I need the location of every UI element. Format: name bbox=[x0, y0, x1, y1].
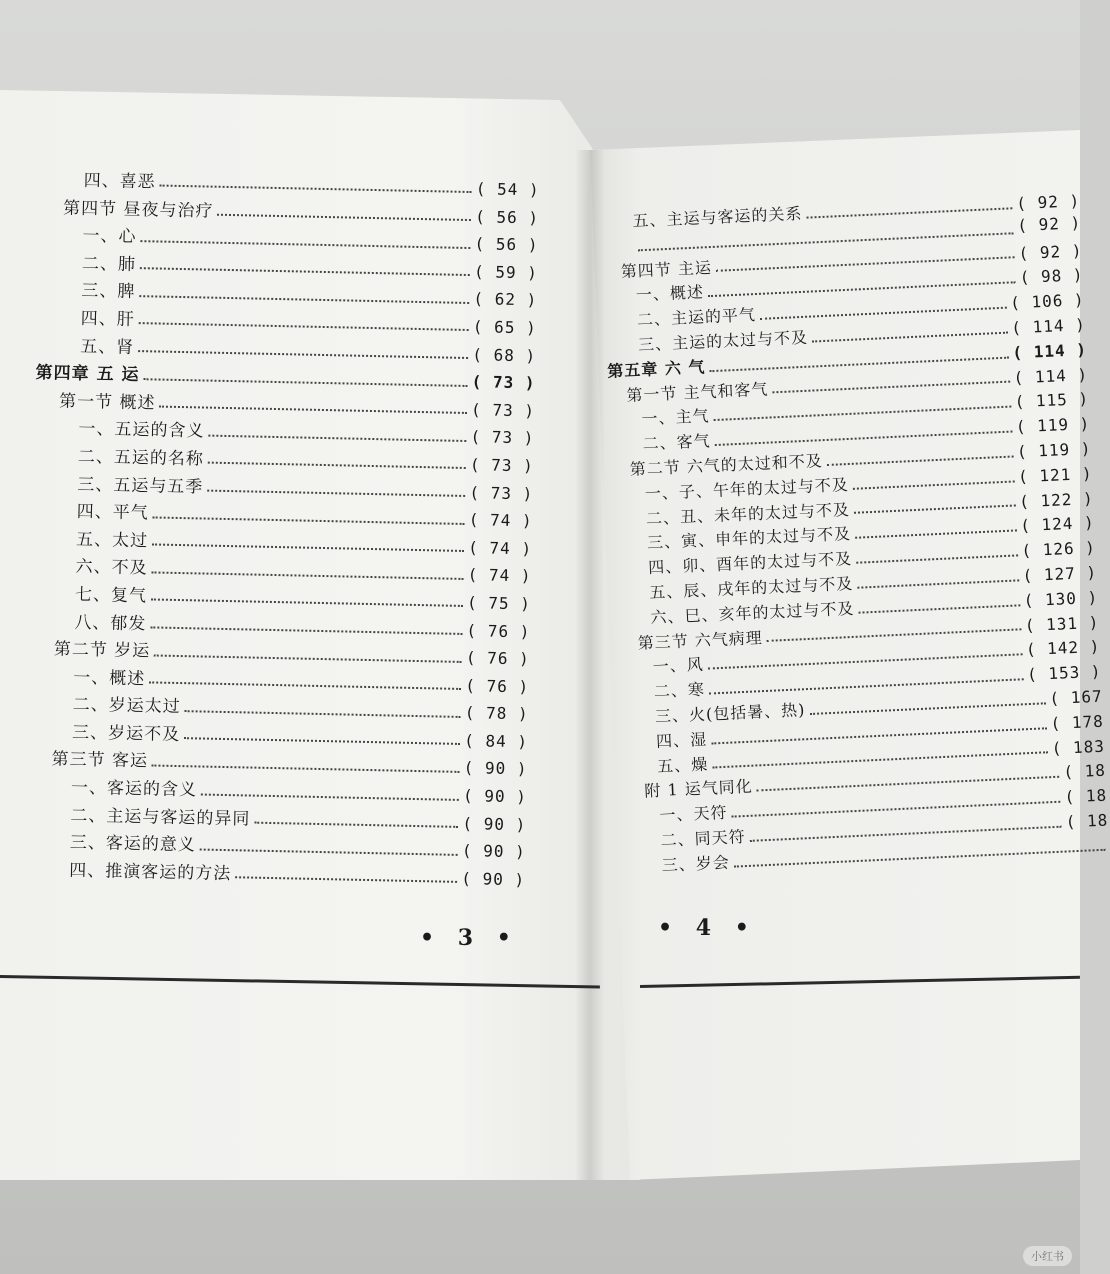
toc-entry-label: 二、寒 bbox=[653, 679, 706, 702]
toc-leader-dots bbox=[826, 446, 1013, 465]
toc-leader-dots bbox=[150, 617, 462, 635]
toc-entry-page: ( 59 ) bbox=[473, 261, 539, 283]
toc-entry-label: 一、心 bbox=[82, 226, 137, 248]
toc-leader-dots bbox=[806, 198, 1012, 218]
toc-entry-label: 一、主气 bbox=[641, 406, 710, 429]
toc-entry-page: ( 130 ) bbox=[1023, 587, 1099, 610]
toc-leader-dots bbox=[152, 534, 464, 552]
toc-leader-dots bbox=[184, 728, 460, 745]
toc-entry-page: ( 76 ) bbox=[465, 675, 530, 697]
toc-leader-dots bbox=[160, 176, 472, 194]
toc-entry-page: ( 90 ) bbox=[463, 758, 528, 779]
toc-entry-page: ( 142 ) bbox=[1025, 637, 1101, 660]
toc-leader-dots bbox=[140, 258, 470, 276]
toc-entry-label: 六、不及 bbox=[75, 557, 148, 579]
toc-entry-label: 五、太过 bbox=[75, 529, 149, 552]
toc-entry-label: 第四节 昼夜与治疗 bbox=[62, 198, 214, 222]
toc-entry-page: ( 115 ) bbox=[1014, 389, 1090, 412]
toc-entry-page: ( 92 ) bbox=[1018, 240, 1083, 263]
toc-leader-dots bbox=[149, 672, 461, 690]
toc-entry-label: 第四节 主运 bbox=[620, 257, 713, 281]
toc-entry-label: 四、湿 bbox=[655, 729, 708, 751]
toc-leader-dots bbox=[812, 323, 1008, 343]
toc-entry-page: ( 90 ) bbox=[462, 786, 528, 807]
toc-leader-dots bbox=[159, 396, 467, 414]
watermark: 小红书 bbox=[1023, 1246, 1072, 1266]
toc-entry-label: 七、复气 bbox=[74, 584, 148, 607]
toc-entry-page: ( 73 ) bbox=[469, 455, 535, 476]
toc-entry-label: 四、平气 bbox=[76, 501, 149, 524]
toc-entry-label: 五、肾 bbox=[79, 336, 135, 358]
toc-leader-dots bbox=[185, 701, 461, 718]
toc-entry-label: 八、郁发 bbox=[74, 612, 147, 634]
toc-entry-page: ( 74 ) bbox=[468, 537, 533, 559]
left-toc bbox=[25, 165, 540, 893]
toc-entry-label: 一、子、午年的太过与不及 bbox=[644, 474, 850, 504]
toc-entry-label: 二、肺 bbox=[81, 253, 137, 275]
toc-entry-page: ( 114 ) bbox=[1013, 364, 1089, 387]
toc-entry-label: 二、五运的名称 bbox=[77, 446, 205, 470]
toc-entry-page: ( 73 ) bbox=[470, 427, 535, 448]
toc-entry-label: 一、五运的含义 bbox=[78, 419, 205, 442]
toc-entry-label: 三、岁会 bbox=[661, 852, 731, 875]
toc-entry-page: ( 90 ) bbox=[461, 841, 526, 862]
toc-entry-label: 第二节 岁运 bbox=[53, 639, 151, 662]
toc-leader-dots bbox=[856, 546, 1018, 564]
toc-entry-label: 四、喜恶 bbox=[83, 170, 156, 193]
toc-entry-label: 五、辰、戌年的太过与不及 bbox=[648, 573, 854, 603]
toc-entry-label: 三、客运的意义 bbox=[69, 833, 196, 856]
toc-entry-page: ( 74 ) bbox=[467, 565, 532, 586]
toc-entry-page: ( 18 bbox=[1063, 760, 1107, 782]
toc-entry-label: 四、肝 bbox=[80, 308, 135, 330]
toc-entry-page: ( 73 ) bbox=[471, 372, 536, 393]
toc-entry-label: 一、客运的含义 bbox=[70, 777, 198, 801]
toc-leader-dots bbox=[254, 812, 458, 828]
toc-entry-page: ( 119 ) bbox=[1015, 414, 1091, 437]
toc-entry-page: ( 78 ) bbox=[464, 703, 529, 724]
toc-entry-label: 第五章 六 气 bbox=[606, 357, 706, 381]
toc-leader-dots bbox=[151, 589, 463, 607]
toc-entry-page: ( 90 ) bbox=[461, 868, 526, 890]
toc-entry-page: ( 84 ) bbox=[464, 730, 529, 752]
toc-leader-dots bbox=[854, 496, 1016, 514]
toc-entry-page: ( 68 ) bbox=[472, 344, 537, 365]
toc-entry-label: 第一节 主气和客气 bbox=[625, 379, 769, 405]
toc-leader-dots bbox=[855, 521, 1017, 539]
toc-entry-page: ( 167 bbox=[1049, 686, 1104, 709]
toc-leader-dots bbox=[208, 453, 466, 470]
toc-entry-page: ( 98 ) bbox=[1019, 265, 1084, 288]
toc-entry-page: ( 127 ) bbox=[1022, 562, 1098, 586]
toc-leader-dots bbox=[143, 368, 468, 386]
toc-leader-dots bbox=[154, 645, 462, 663]
toc-entry-page: ( 76 ) bbox=[465, 648, 530, 669]
toc-entry-label: 二、客气 bbox=[642, 431, 712, 454]
right-page-number: • 4 • bbox=[658, 915, 757, 941]
toc-entry-page: ( 74 ) bbox=[468, 510, 533, 531]
toc-entry-label: 第二节 六气的太过和不及 bbox=[629, 451, 824, 479]
toc-leader-dots bbox=[235, 867, 457, 883]
toc-entry-label: 三、火(包括暑、热) bbox=[654, 700, 806, 726]
toc-entry-page: ( 73 ) bbox=[469, 482, 534, 503]
toc-leader-dots bbox=[857, 570, 1019, 588]
toc-leader-dots bbox=[772, 372, 1010, 394]
toc-leader-dots bbox=[858, 595, 1020, 613]
toc-entry-label: 三、主运的太过与不及 bbox=[637, 327, 809, 355]
toc-entry-page: ( 73 ) bbox=[470, 399, 536, 421]
toc-entry-page: ( 183 bbox=[1051, 736, 1106, 758]
toc-leader-dots bbox=[852, 471, 1014, 489]
toc-entry-page: ( 90 ) bbox=[462, 813, 527, 834]
book-gutter bbox=[575, 150, 605, 1180]
toc-entry-page: ( 62 ) bbox=[473, 289, 538, 310]
toc-entry-page: ( 121 ) bbox=[1017, 463, 1093, 487]
toc-entry-page: ( 65 ) bbox=[472, 317, 537, 338]
toc-entry-label: 一、概述 bbox=[73, 667, 146, 690]
toc-entry-page: ( 114 ) bbox=[1012, 339, 1088, 363]
toc-leader-dots bbox=[152, 755, 460, 773]
toc-entry-label: 第三节 客运 bbox=[51, 749, 149, 772]
toc-entry-page: ( 75 ) bbox=[466, 592, 532, 614]
toc-leader-dots bbox=[139, 286, 469, 304]
toc-entry-page: ( 18 bbox=[1064, 785, 1108, 807]
toc-entry-label: 三、寅、申年的太过与不及 bbox=[646, 524, 852, 553]
toc-entry-page: ( 106 ) bbox=[1009, 290, 1086, 313]
toc-entry-page: ( 18 bbox=[1065, 810, 1109, 832]
toc-entry-label: 二、丑、未年的太过与不及 bbox=[645, 499, 851, 528]
toc-leader-dots bbox=[153, 507, 465, 525]
toc-entry-label: 三、脾 bbox=[81, 281, 136, 303]
toc-entry-label: 三、岁运不及 bbox=[71, 722, 181, 745]
toc-entry-page: ( 126 ) bbox=[1021, 538, 1097, 561]
toc-entry-label: 一、天符 bbox=[659, 802, 728, 826]
toc-entry-label: 第四章 五 运 bbox=[35, 363, 140, 386]
toc-leader-dots bbox=[138, 341, 468, 359]
toc-entry-label: 四、推演客运的方法 bbox=[69, 860, 232, 885]
toc-entry-label: 第三节 六气病理 bbox=[637, 627, 764, 653]
toc-entry-label: 六、巳、亥年的太过与不及 bbox=[650, 598, 855, 627]
toc-entry-page: ( 131 ) bbox=[1024, 612, 1100, 635]
toc-entry-label: 三、五运与五季 bbox=[77, 474, 204, 498]
toc-entry-page: ( 178 bbox=[1050, 711, 1105, 733]
toc-entry-label: 二、岁运太过 bbox=[72, 695, 181, 718]
toc-entry-label: 二、同天符 bbox=[660, 826, 747, 850]
toc-leader-dots bbox=[208, 425, 466, 442]
toc-leader-dots bbox=[809, 693, 1046, 715]
toc-entry-label: 五、主运与客运的关系 bbox=[632, 203, 803, 231]
toc-entry-label: 第一节 概述 bbox=[58, 391, 156, 414]
toc-entry-label: 二、主运的平气 bbox=[636, 305, 757, 330]
toc-leader-dots bbox=[217, 204, 471, 221]
toc-entry-page: ( 92 ) bbox=[1016, 212, 1082, 235]
right-toc bbox=[600, 188, 1110, 879]
toc-leader-dots bbox=[139, 313, 469, 331]
toc-entry-label: 二、主运与客运的异同 bbox=[70, 805, 251, 830]
toc-entry-page: ( 92 ) bbox=[1015, 191, 1081, 214]
toc-entry-label: 五、燥 bbox=[656, 754, 709, 776]
toc-entry-label: 一、概述 bbox=[635, 282, 705, 305]
toc-leader-dots bbox=[201, 784, 459, 801]
toc-leader-dots bbox=[207, 480, 465, 497]
toc-leader-dots bbox=[151, 562, 463, 580]
toc-leader-dots bbox=[140, 230, 470, 248]
toc-entry-page: ( 54 ) bbox=[475, 179, 540, 200]
toc-entry-page: ( 124 ) bbox=[1019, 513, 1096, 536]
toc-entry-label: 一、风 bbox=[652, 655, 705, 677]
toc-entry-page: ( 153 ) bbox=[1026, 661, 1102, 685]
toc-entry-page: ( 122 ) bbox=[1018, 488, 1095, 511]
toc-entry-page: ( 56 ) bbox=[475, 206, 540, 228]
toc-entry-page: ( 114 ) bbox=[1010, 315, 1087, 338]
toc-entry-page: ( 56 ) bbox=[474, 234, 539, 255]
toc-entry-page: ( 76 ) bbox=[466, 620, 531, 641]
toc-entry-page: ( 119 ) bbox=[1016, 438, 1092, 462]
toc-leader-dots bbox=[200, 839, 458, 856]
toc-entry-label: 四、卯、酉年的太过与不及 bbox=[647, 549, 853, 578]
toc-entry-label: 附 1 运气同化 bbox=[643, 777, 754, 801]
left-page-number: • 3 • bbox=[420, 925, 519, 951]
